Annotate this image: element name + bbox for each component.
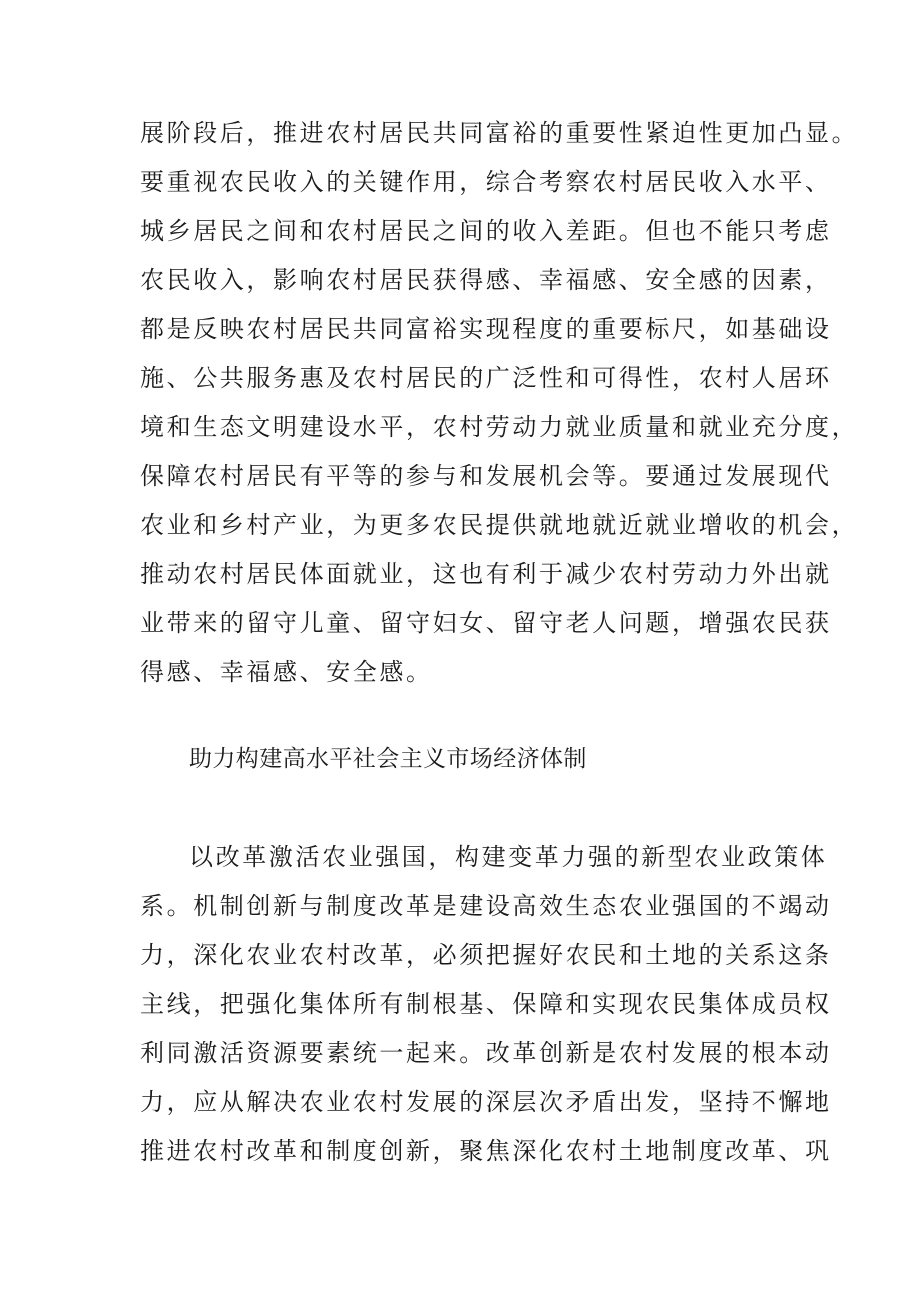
paragraph-1-line: 展阶段后，推进农村居民共同富裕的重要性紧迫性更加凸显。 <box>140 119 859 147</box>
paragraph-1-line: 推动农村居民体面就业，这也有利于减少农村劳动力外出就 <box>140 560 832 588</box>
paragraph-1-line: 城乡居民之间和农村居民之间的收入差距。但也不能只考虑 <box>140 217 832 245</box>
paragraph-1-line: 农业和乡村产业，为更多农民提供就地就近就业增收的机会， <box>140 511 859 539</box>
paragraph-2-line: 力，深化农业农村改革，必须把握好农民和土地的关系这条 <box>140 941 832 969</box>
paragraph-2-line: 以改革激活农业强国，构建变革力强的新型农业政策体 <box>189 843 828 871</box>
paragraph-2-line: 主线，把强化集体所有制根基、保障和实现农民集体成员权 <box>140 990 832 1018</box>
paragraph-2-line: 利同激活资源要素统一起来。改革创新是农村发展的根本动 <box>140 1039 832 1067</box>
paragraph-2-line: 力，应从解决农业农村发展的深层次矛盾出发，坚持不懈地 <box>140 1088 832 1116</box>
paragraph-1-line: 保障农村居民有平等的参与和发展机会等。要通过发展现代 <box>140 462 832 490</box>
paragraph-1-line: 都是反映农村居民共同富裕实现程度的重要标尺，如基础设 <box>140 315 832 343</box>
paragraph-1-line: 得感、幸福感、安全感。 <box>140 658 433 686</box>
section-heading: 助力构建高水平社会主义市场经济体制 <box>189 746 587 772</box>
paragraph-1-line: 农民收入，影响农村居民获得感、幸福感、安全感的因素， <box>140 266 832 294</box>
paragraph-1-line: 业带来的留守儿童、留守妇女、留守老人问题，增强农民获 <box>140 609 832 637</box>
paragraph-1-line: 境和生态文明建设水平，农村劳动力就业质量和就业充分度， <box>140 413 859 441</box>
paragraph-2-line: 推进农村改革和制度创新，聚焦深化农村土地制度改革、巩 <box>140 1137 832 1165</box>
paragraph-1-line: 施、公共服务惠及农村居民的广泛性和可得性，农村人居环 <box>140 364 832 392</box>
paragraph-1-line: 要重视农民收入的关键作用，综合考察农村居民收入水平、 <box>140 168 832 196</box>
paragraph-2-line: 系。机制创新与制度改革是建设高效生态农业强国的不竭动 <box>140 892 832 920</box>
